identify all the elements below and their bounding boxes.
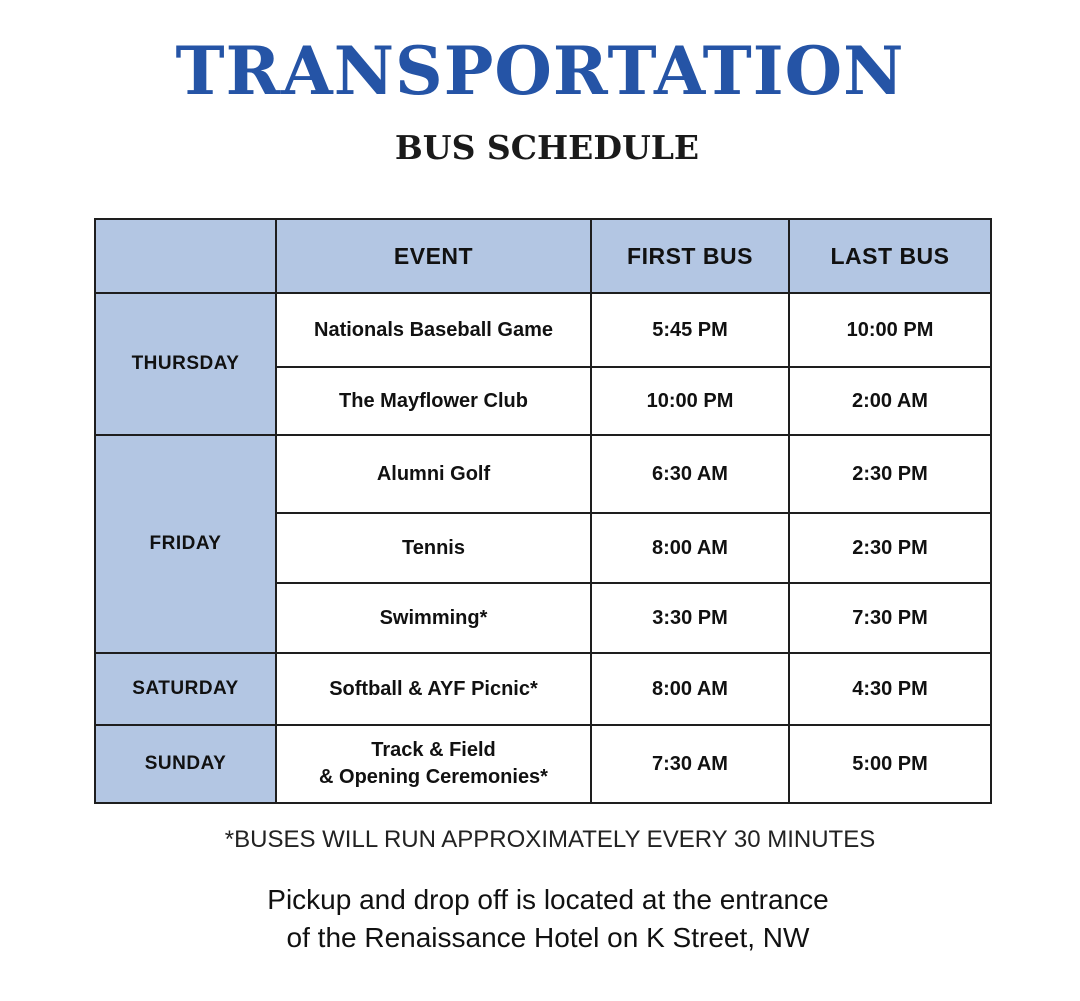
event-cell: Softball & AYF Picnic* — [276, 653, 591, 725]
day-thursday: THURSDAY — [95, 293, 276, 435]
table-row — [95, 293, 991, 367]
day-saturday: SATURDAY — [95, 653, 276, 725]
table-row — [95, 653, 991, 725]
header-event: EVENT — [276, 219, 591, 293]
last-bus-cell: 2:30 PM — [789, 513, 991, 583]
first-bus-cell: 3:30 PM — [591, 583, 789, 653]
event-cell: Track & Field & Opening Ceremonies* — [276, 725, 591, 803]
header-row — [95, 219, 991, 293]
header-day — [95, 219, 276, 293]
last-bus-cell: 7:30 PM — [789, 583, 991, 653]
first-bus-cell: 5:45 PM — [591, 293, 789, 367]
last-bus-cell: 10:00 PM — [789, 293, 991, 367]
footnote: *BUSES WILL RUN APPROXIMATELY EVERY 30 MINUTES — [224, 826, 876, 853]
event-cell: Swimming* — [276, 583, 591, 653]
first-bus-cell: 10:00 PM — [591, 367, 789, 435]
last-bus-cell: 2:00 AM — [789, 367, 991, 435]
pickup-info — [0, 881, 1080, 957]
header-last-bus: LAST BUS — [789, 219, 991, 293]
last-bus-cell: 4:30 PM — [789, 653, 991, 725]
first-bus-cell: 8:00 AM — [591, 513, 789, 583]
header-first-bus: FIRST BUS — [591, 219, 789, 293]
first-bus-cell: 8:00 AM — [591, 653, 789, 725]
last-bus-cell: 2:30 PM — [789, 435, 991, 513]
page-subtitle: BUS SCHEDULE — [394, 128, 700, 167]
pickup-line-1: Pickup and drop off is located at the entrance — [267, 884, 829, 915]
event-cell: Alumni Golf — [276, 435, 591, 513]
event-cell: The Mayflower Club — [276, 367, 591, 435]
table-row — [95, 435, 991, 513]
event-cell: Tennis — [276, 513, 591, 583]
day-sunday: SUNDAY — [95, 725, 276, 803]
first-bus-cell: 7:30 AM — [591, 725, 789, 803]
first-bus-cell: 6:30 AM — [591, 435, 789, 513]
page-title: TRANSPORTATION — [175, 32, 905, 110]
pickup-line-2: of the Renaissance Hotel on K Street, NW — [286, 922, 810, 953]
table-row — [95, 725, 991, 803]
event-cell: Nationals Baseball Game — [276, 293, 591, 367]
day-friday: FRIDAY — [95, 435, 276, 653]
bus-schedule-table — [94, 218, 992, 804]
last-bus-cell: 5:00 PM — [789, 725, 991, 803]
